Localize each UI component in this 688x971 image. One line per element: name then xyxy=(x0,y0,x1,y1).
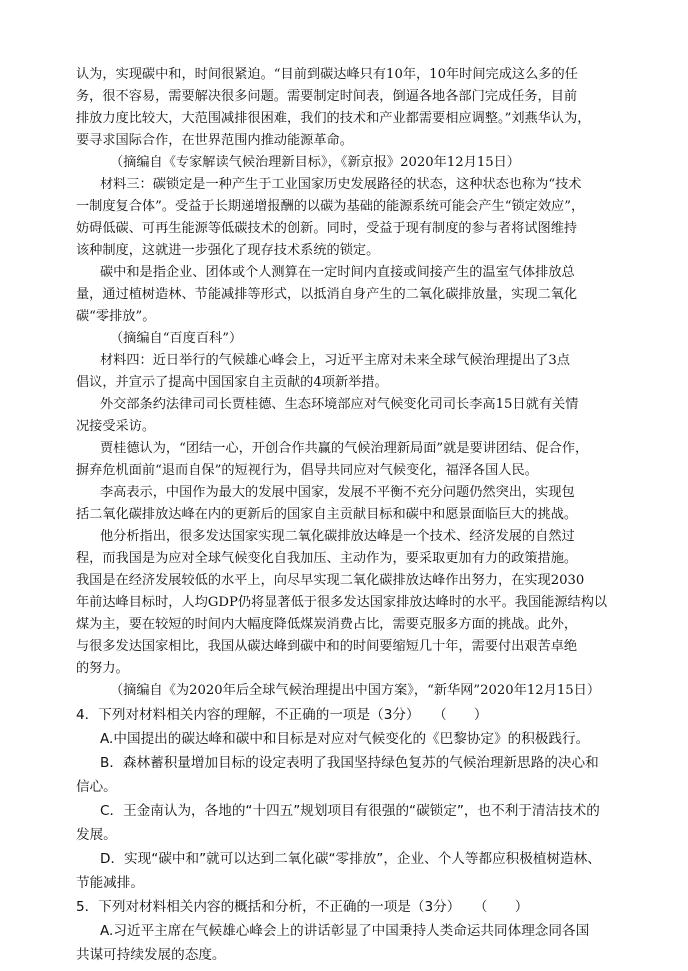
text-line: 该种制度，这就进一步强化了现存技术系统的锁定。 xyxy=(76,243,380,258)
text-line: 况接受采访。 xyxy=(76,419,156,434)
source-citation: （摘编自《专家解读气候治理新目标》，《新京报》2020年12月15日） xyxy=(110,155,520,170)
question-5-option-a: A.习近平主席在气候雄心峰会上的讲话彰显了中国秉持人类命运共同体理念同各国 xyxy=(100,923,590,939)
text-line: 倡议，并宣示了提高中国国家自主贡献的4项新举措。 xyxy=(76,375,388,390)
source-citation: （摘编自《为2020年后全球气候治理提出中国方案》，“新华网”2020年12月15日） xyxy=(110,683,601,698)
text-line: 贾桂德认为，“团结一心，开创合作共赢的气候治理新局面”就是要讲团结、促合作， xyxy=(100,441,589,456)
text-line: 程，而我国是为应对全球气候变化自我加压、主动作为，要采取更加有力的政策措施。 xyxy=(76,551,578,566)
question-5-stem: 5．下列对材料相关内容的概括和分析，不正确的一项是（3分） （ ） xyxy=(76,899,529,915)
question-4-option-d-cont: 节能减排。 xyxy=(76,875,144,891)
text-line: 材料三：碳锁定是一种产生于工业国家历史发展路径的状态，这种状态也称为“技术 xyxy=(100,177,582,192)
question-4-option-c-cont: 发展。 xyxy=(76,827,117,843)
text-line: 的努力。 xyxy=(76,661,129,676)
text-line: 括二氧化碳排放达峰在内的更新后的国家自主贡献目标和碳中和愿景面临巨大的挑战。 xyxy=(76,507,578,522)
text-line: 一制度复合体”。受益于长期递增报酬的以碳为基础的能源系统可能会产生“锁定效应”， xyxy=(76,199,585,214)
text-line: 年前达峰目标时，人均GDP仍将显著低于很多发达国家排放达峰时的水平。我国能源结构以 xyxy=(76,595,608,610)
question-4-option-a: A.中国提出的碳达峰和碳中和目标是对应对气候变化的《巴黎协定》的积极践行。 xyxy=(100,731,590,747)
question-5-option-a-cont: 共谋可持续发展的态度。 xyxy=(76,947,226,963)
text-line: 排放力度比较大，大范围减排很困难，我们的技术和产业都需要相应调整。”刘燕华认为， xyxy=(76,111,591,126)
text-line: 他分析指出，很多发达国家实现二氧化碳排放达峰是一个技术、经济发展的自然过 xyxy=(100,529,575,544)
question-4-option-c: C．王金南认为，各地的“十四五”规划项目有很强的“碳锁定”，也不利于清洁技术的 xyxy=(100,803,600,819)
text-line: 量，通过植树造林、节能减排等形式，以抵消自身产生的二氧化碳排放量，实现二氧化 xyxy=(76,287,578,302)
text-line: 摒弃危机面前“退而自保”的短视行为，倡导共同应对气候变化，福泽各国人民。 xyxy=(76,463,538,478)
text-line: 材料四：近日举行的气候雄心峰会上，习近平主席对未来全球气候治理提出了3点 xyxy=(100,353,570,368)
text-line: 煤为主，要在较短的时间内大幅度降低煤炭消费占比，需要克服多方面的挑战。此外， xyxy=(76,617,578,632)
text-line: 认为，实现碳中和，时间很紧迫。“目前到碳达峰只有10年，10年时间完成这么多的任 xyxy=(76,67,578,82)
text-line: 碳“零排放”。 xyxy=(76,309,156,324)
text-line: 妨碍低碳、可再生能源等低碳技术的创新。同时，受益于现有制度的参与者将试图维持 xyxy=(76,221,578,236)
question-4-option-d: D．实现“碳中和”就可以达到二氧化碳“零排放”，企业、个人等都应积极植树造林、 xyxy=(100,851,601,867)
question-4-option-b-cont: 信心。 xyxy=(76,779,117,795)
question-4-stem: 4．下列对材料相关内容的理解，不正确的一项是（3分） （ ） xyxy=(76,707,488,723)
text-line: 与很多发达国家相比，我国从碳达峰到碳中和的时间要缩短几十年，需要付出艰苦卓绝 xyxy=(76,639,578,654)
text-line: 务，很不容易，需要解决很多问题。需要制定时间表，倒逼各地各部门完成任务，目前 xyxy=(76,89,578,104)
text-line: 外交部条约法律司司长贾桂德、生态环境部应对气候变化司司长李高15日就有关情 xyxy=(100,397,579,412)
text-line: 要寻求国际合作，在世界范围内推动能源革命。 xyxy=(76,133,353,148)
text-line: 碳中和是指企业、团体或个人测算在一定时间内直接或间接产生的温室气体排放总 xyxy=(100,265,575,280)
source-citation: （摘编自“百度百科”） xyxy=(110,331,243,346)
text-line: 李高表示，中国作为最大的发展中国家，发展不平衡不充分问题仍然突出，实现包 xyxy=(100,485,575,500)
text-line: 我国是在经济发展较低的水平上，向尽早实现二氧化碳排放达峰作出努力，在实现2030 xyxy=(76,573,585,588)
question-4-option-b: B．森林蓄积量增加目标的设定表明了我国坚持绿色复苏的气候治理新思路的决心和 xyxy=(100,755,599,771)
